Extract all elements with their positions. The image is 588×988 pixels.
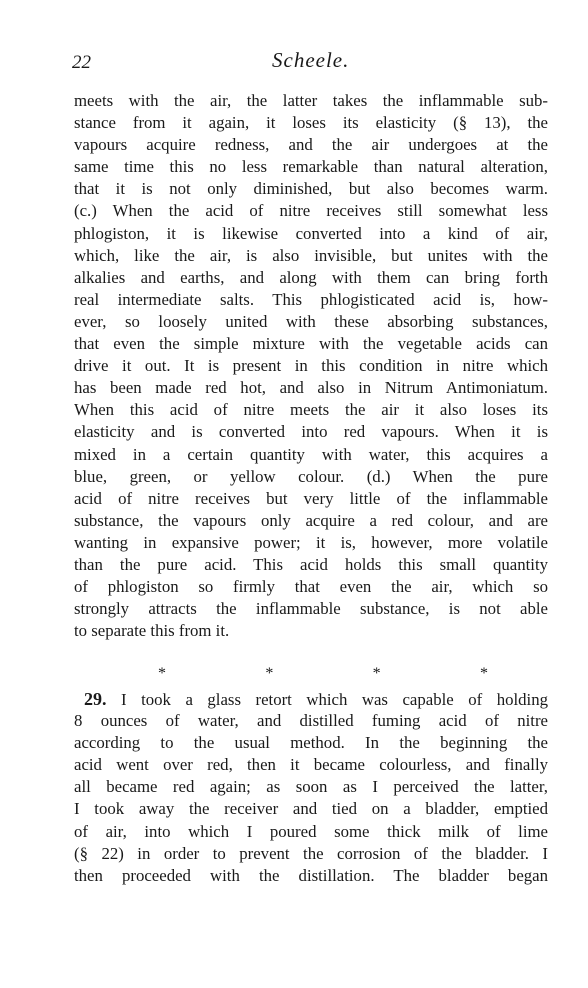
text-line: I took away the receiver and tied on a bladder, emptied [74, 799, 548, 819]
running-title: Scheele. [272, 48, 350, 72]
text-line: same time this no less remarkable than natural alteration, [74, 157, 548, 177]
section-first-line: I took a glass retort which was capable of holding [121, 690, 548, 709]
text-line: strongly attracts the inflammable substance, is not able [74, 599, 548, 619]
text-line: all became red again; as soon as I perceived the latter, [74, 777, 548, 797]
paragraph-section-29 [74, 688, 548, 887]
text-line: of air, into which I poured some thick milk of lime [74, 821, 548, 841]
text-line: meets with the air, the latter takes the inflammable sub- [74, 91, 548, 110]
text-line: acid went over red, then it became colourless, and finally [74, 755, 548, 775]
section-number: 29. [84, 689, 107, 709]
text-line: acid of nitre receives but very little of the inflammable [74, 488, 548, 508]
text-line: alkalies and earths, and along with them can bring forth [74, 267, 548, 287]
text-line: which, like the air, is also invisible, but unites with the [74, 245, 548, 265]
text-line: vapours acquire redness, and the air undergoes at the [74, 135, 548, 155]
text-line: according to the usual method. In the beginning the [74, 733, 548, 753]
text-line: mixed in a certain quantity with water, this acquires a [74, 444, 548, 464]
text-line: blue, green, or yellow colour. (d.) When the pure [74, 466, 548, 486]
text-line: elasticity and is converted into red vapours. When it is [74, 422, 548, 442]
text-line: stance from it again, it loses its elasticity (§ 13), the [74, 113, 548, 133]
text-line: than the pure acid. This acid holds this small quantity [74, 554, 548, 574]
asterisk: * [265, 665, 274, 682]
text-line: ever, so loosely united with these absorbing substances, [74, 311, 548, 331]
text-line: substance, the vapours only acquire a red colour, and are [74, 510, 548, 530]
asterisk: * [158, 665, 166, 682]
text-line: phlogiston, it is likewise converted into a kind of air, [74, 223, 548, 243]
asterism-separator [158, 666, 488, 682]
asterisk: * [372, 665, 381, 682]
page-number: 22 [72, 52, 91, 73]
text-line: that even the simple mixture with the vegetable acids can [74, 334, 548, 354]
text-line: drive it out. It is present in this condition in nitre which [74, 356, 548, 376]
text-line [74, 688, 548, 710]
text-line: then proceeded with the distillation. The bladder began [74, 865, 548, 885]
text-line: real intermediate salts. This phlogisticated acid is, how- [74, 289, 548, 309]
text-line: (§ 22) in order to prevent the corrosion of the bladder. I [74, 843, 548, 863]
text-line: When this acid of nitre meets the air it also loses its [74, 400, 548, 420]
paragraph-acid-of-nitre [74, 90, 548, 642]
running-head [72, 48, 548, 76]
text-line: has been made red hot, and also in Nitrum Antimoniatum. [74, 378, 548, 398]
text-line: wanting in expansive power; it is, however, more volatile [74, 532, 548, 552]
text-line: 8 ounces of water, and distilled fuming acid of nitre [74, 711, 548, 731]
text-line: of phlogiston so firmly that even the air, which so [74, 577, 548, 597]
text-line: (c.) When the acid of nitre receives still somewhat less [74, 201, 548, 221]
text-line: that it is not only diminished, but also becomes warm. [74, 179, 548, 199]
asterisk: * [479, 665, 488, 682]
text-line: to separate this from it. [74, 621, 230, 641]
